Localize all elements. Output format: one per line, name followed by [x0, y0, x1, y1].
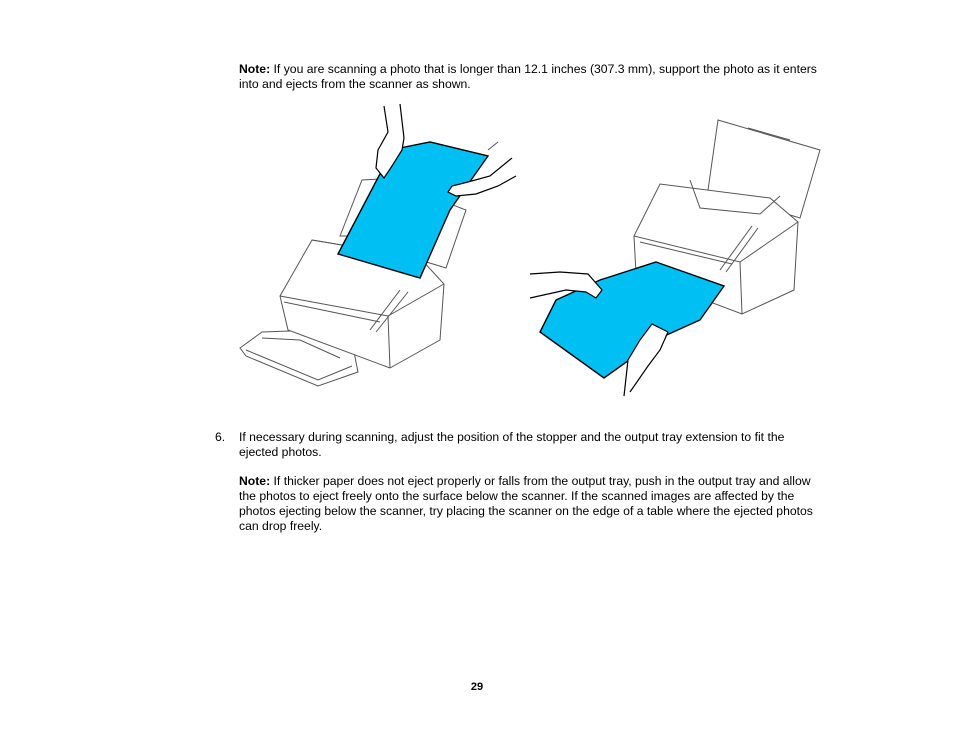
- note-paragraph: [239, 62, 829, 92]
- note-label: Note:: [239, 62, 271, 76]
- note-text: If you are scanning a photo that is longer than 12.1 inches (307.3 mm), support the photo as it enters into and ejects from the scanner as shown.: [239, 62, 817, 91]
- note-paragraph-2: [239, 474, 829, 534]
- note-label-2: Note:: [239, 474, 271, 488]
- left-scanner-feeding-illustration: [240, 104, 516, 386]
- right-scanner-ejecting-illustration: [530, 120, 820, 396]
- page-number: 29: [470, 681, 484, 693]
- step-text: If necessary during scanning, adjust the position of the stopper and the output tray extension to fit the ejected photos.: [239, 430, 785, 459]
- step-number: 6.: [215, 430, 226, 444]
- note-text-2: If thicker paper does not eject properly or falls from the output tray, push in the output tray and allow the photos to eject freely onto the surface below the scanner. If the scanned images are affected by the photos ejecting below the scanner, try placing the scanner on the edge of a table where the ejected photos can drop freely.: [239, 474, 813, 533]
